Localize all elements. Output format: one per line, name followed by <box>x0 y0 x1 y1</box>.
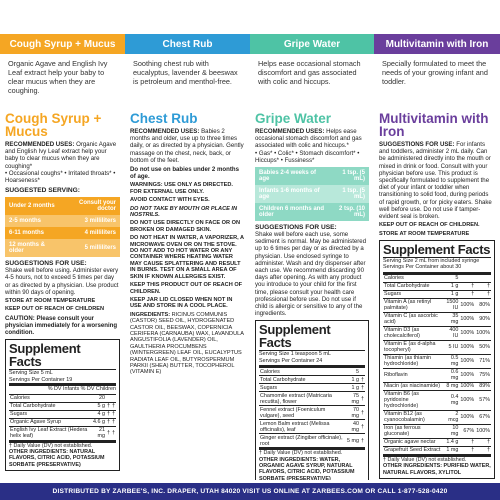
sf-nutrient: Sugars <box>383 290 443 298</box>
table-row <box>383 410 491 424</box>
header-multivitamin: Multivitamin with Iron <box>374 34 500 54</box>
sf-nutrient: Total Carbohydrate <box>259 376 346 384</box>
table-row <box>259 434 365 448</box>
table-row <box>383 312 491 326</box>
table-row <box>383 368 491 382</box>
cough-keep: KEEP OUT OF REACH OF CHILDREN <box>5 306 105 313</box>
sf-dv: † <box>459 282 475 290</box>
sf-dv: 67% <box>459 424 475 438</box>
gripe-column <box>250 112 374 480</box>
sf-amount: 5 IU <box>443 340 459 354</box>
sf-nutrient: Sugars <box>9 410 91 418</box>
sf-amount: 2 mcg <box>443 410 459 424</box>
sf-serving: Serving Size 5 mL <box>9 370 53 377</box>
sf-nutrient: Organic Agave Syrup <box>9 418 91 426</box>
cough-supplement-facts <box>5 339 120 471</box>
table-row <box>259 406 365 420</box>
multi-suggestions <box>379 141 495 220</box>
multi-title: Multivitamin with Iron <box>379 112 489 139</box>
sf-table <box>383 272 491 454</box>
gripe-dose-table <box>255 167 369 221</box>
sf-nutrient: Vitamin B6 (as pyridoxine hydrochloride) <box>383 390 443 410</box>
rub-avoid: AVOID CONTACT WITH EYES. <box>130 197 210 204</box>
cough-rec-head: RECOMMENDED USES: <box>5 141 75 148</box>
cough-use-text: Shake well before using. Administer every 4-5 hours, not to exceed 5 times per day or as directed by a physician. Use product within 90 days of opening. <box>5 267 119 296</box>
table-row <box>383 438 491 446</box>
gripe-title: Gripe Water <box>255 112 332 126</box>
sf-nutrient: Lemon Balm extract (Melissa officinalis), leaf <box>259 420 346 434</box>
rub-keep: KEEP THIS PRODUCT OUT OF REACH OF CHILDREN. <box>130 282 243 295</box>
sf-amount: 0.5 mg <box>443 354 459 368</box>
multi-sug-head: SUGGESTIONS FOR USE: <box>379 141 455 148</box>
rub-no-heat: DO NOT HEAT IN WATER, A VAPORIZER, A MICROWAVE OVEN OR ON THE STOVE. DO NOT ADD TO HOT WATER OR ANY CONTAINER WHERE HEATING WATER MAY CAUSE SPLATTERING AND RESULT IN BURNS. TEST ON A SMALL AREA OF SKIN IF KNOWN ALLERGIES EXIST. <box>130 235 244 280</box>
sf-amount: 21 mg <box>91 426 106 440</box>
sf-dv: † <box>459 446 475 454</box>
dose-amount: Consult your doctor <box>60 197 120 215</box>
dose-age: Infants 1-6 months of age <box>255 185 330 203</box>
sf-other: OTHER INGREDIENTS: WATER, ORGANIC AGAVE SYRUP, NATURAL FLAVORS, CITRIC ACID, POTASSIUM SORBATE (PRESERVATIVE) <box>259 456 355 480</box>
sf-serving: Serving Size 2 mL from included syringe <box>383 258 480 265</box>
sf-dv <box>360 367 365 376</box>
sf-amount: 1 mg <box>443 446 459 454</box>
sf-dv2: † <box>475 290 491 298</box>
sf-serving: Serving Size 1 teaspoon 5 mL <box>259 351 331 358</box>
sf-amount: 1500 IU <box>443 298 459 312</box>
intro-rub: Soothing chest rub with eucalyptus, lavender & beeswax is petroleum and menthol-free. <box>133 59 238 86</box>
dose-age: 2-5 months <box>5 215 60 227</box>
sf-dv2: 100% <box>475 326 491 340</box>
cough-recommended <box>5 141 120 170</box>
cough-column <box>0 112 125 480</box>
table-row <box>383 282 491 290</box>
rub-rec-text: Babies 2 months and older, use up to three times daily, or as directed by a physician. Gently massage on the chest, neck, back, or bottom of the feet. <box>130 128 244 164</box>
cough-dose-table <box>5 197 120 257</box>
sf-dv: 100% <box>460 383 475 390</box>
sf-nutrient: Ginger extract (Zingiber officinale), root <box>259 434 346 448</box>
table-row <box>9 402 116 410</box>
cough-use-head: SUGGESTIONS FOR USE: <box>5 260 87 268</box>
sf-dv2: 57% <box>475 390 491 410</box>
table-row <box>383 424 491 438</box>
sf-nutrient: Riboflavin <box>383 368 443 382</box>
sf-dv: † <box>459 438 475 446</box>
sf-footnote: † Daily Value (DV) not established. <box>9 440 116 449</box>
rub-no-mouth: DO NOT TAKE BY MOUTH OR PLACE IN NOSTRILS. <box>130 205 238 219</box>
sf-dv: † <box>106 411 110 418</box>
table-row <box>383 382 491 390</box>
sf-dv2 <box>111 394 116 402</box>
table-row <box>255 203 369 221</box>
sf-nutrient: Grapefruit Seed Extract <box>383 446 443 454</box>
table-row <box>255 185 369 203</box>
sf-table <box>259 365 365 447</box>
dose-amount: 1 tsp. (5 mL) <box>330 167 370 185</box>
sf-dv2: † <box>112 419 115 426</box>
cough-serving-head: SUGGESTED SERVING: <box>5 187 80 195</box>
sf-nutrient: Calories <box>9 394 91 402</box>
dose-age: 6-11 months <box>5 227 60 239</box>
sf-other: OTHER INGREDIENTS: NATURAL FLAVORS, CITRIC ACID, POTASSIUM SORBATE (PRESERVATIVE) <box>9 449 105 468</box>
table-row <box>259 367 365 376</box>
table-row <box>259 384 365 392</box>
table-row <box>259 420 365 434</box>
cough-caution: CAUTION: Please consult your physician immediately for a worsening condition. <box>5 314 118 337</box>
sf-nutrient: Vitamin A (as retinyl palmitate) <box>383 298 443 312</box>
sf-dv2: 67% <box>475 410 491 424</box>
sf-nutrient: Calories <box>383 273 443 282</box>
header-gripe-water: Gripe Water <box>250 34 374 54</box>
rub-ing-head: INGREDIENTS: <box>130 311 171 318</box>
sf-dv2: † <box>475 446 491 454</box>
table-row <box>9 410 116 418</box>
table-row <box>383 446 491 454</box>
sf-dv2: 80% <box>475 298 491 312</box>
sf-nutrient: Organic agave nectar <box>383 438 443 446</box>
multi-supplement-facts <box>379 240 495 479</box>
sf-amount: 0.6 mg <box>443 368 459 382</box>
dose-amount: 4 milliliters <box>60 227 120 239</box>
sf-amount: 400 IU <box>443 326 459 340</box>
sf-dv2 <box>475 273 491 282</box>
gripe-rec-text: Helps ease occasional stomach discomfort and gas associated with colic and hiccups.* <box>255 128 362 150</box>
sf-dv2: 89% <box>475 382 491 390</box>
sf-footnote: † Daily Value (DV) not established. <box>259 447 365 456</box>
cough-bullets: • Occasional coughs* • Irritated throats* • Hoarseness* <box>5 169 116 185</box>
table-row <box>255 167 369 185</box>
cough-store: STORE AT ROOM TEMPERATURE <box>5 298 96 305</box>
rub-no-skin: DO NOT USE DIRECTLY ON FACE OR ON BROKEN OR DAMAGED SKIN. <box>130 220 241 233</box>
sf-dv: † <box>360 434 365 448</box>
sf-nutrient: Vitamin C (as ascorbic acid) <box>383 312 443 326</box>
sf-amount: 5 g <box>91 402 106 410</box>
table-row <box>383 390 491 410</box>
sf-dv: † <box>361 376 364 383</box>
sf-dv: † <box>459 290 475 298</box>
sf-amount: 0.4 mg <box>443 390 459 410</box>
sf-amount: 1 g <box>346 384 360 392</box>
sf-amount: 1 g <box>443 282 459 290</box>
sf-dv: † <box>361 384 364 391</box>
rub-ingredients <box>130 312 245 376</box>
sf-dv-head: % DV Infants % DV Children <box>9 383 116 392</box>
sf-dv2: † <box>112 411 115 418</box>
sf-dv2: 75% <box>475 368 491 382</box>
sf-nutrient: Fennel extract (Foeniculum vulgare), seed <box>259 406 346 420</box>
multi-store: STORE AT ROOM TEMPERATURE <box>379 230 470 237</box>
rub-no-use: Do not use on babies under 2 months of age. <box>130 166 240 181</box>
table-row <box>383 326 491 340</box>
sf-nutrient: English Ivy Leaf Extract (Hedera helix leaf) <box>9 426 91 440</box>
sf-dv: † <box>360 406 365 420</box>
sf-nutrient: Vitamin E (as d-alpha tocopheryl) <box>383 340 443 354</box>
rub-column <box>125 112 250 480</box>
sf-dv: 100% <box>459 354 475 368</box>
sf-amount: 35 mg <box>443 312 459 326</box>
sf-amount: 1 g <box>443 290 459 298</box>
sf-title: Supplement Facts <box>9 342 116 370</box>
header-chest-rub: Chest Rub <box>125 34 250 54</box>
intro-multi: Specially formulated to meet the needs of your growing infant and toddler. <box>382 59 488 86</box>
rub-warnings: WARNINGS: USE ONLY AS DIRECTED. FOR EXTERNAL USE ONLY. <box>130 182 233 195</box>
dose-amount: 1 tsp. (5 mL) <box>330 185 370 203</box>
sf-nutrient: Vitamin B12 (as cyanocobalamin) <box>383 410 443 424</box>
sf-dv: † <box>106 419 110 426</box>
sf-amount: 70 mg <box>346 406 360 420</box>
sf-amount: 4.6 g <box>92 419 105 426</box>
intro-cough: Organic Agave and English Ivy Leaf extract help your baby to clear mucus when they are coughing. <box>8 59 108 95</box>
sf-nutrient: Total Carbohydrate <box>9 402 91 410</box>
sf-nutrient: Chamomile extract (Matricaria recutita), flower <box>259 392 346 406</box>
sf-nutrient: Iron (as ferrous gluconate) <box>383 424 443 438</box>
dose-amount: 3 milliliters <box>60 215 120 227</box>
sf-amount: 1 g <box>346 376 360 384</box>
sf-nutrient: Sugars <box>259 384 346 392</box>
dose-amount: 2 tsp. (10 mL) <box>330 203 370 221</box>
dose-age: 12 months & older <box>5 239 60 257</box>
sf-dv2: 50% <box>475 340 491 354</box>
rub-lid: KEEP JAR LID CLOSED WHEN NOT IN USE AND STORE IN A COOL PLACE. <box>130 296 233 310</box>
table-row <box>5 215 120 227</box>
table-row <box>5 239 120 257</box>
table-row <box>383 273 491 282</box>
intro-row <box>0 56 500 111</box>
sf-servings: Servings Per Container 24 <box>259 357 323 364</box>
table-row <box>5 197 120 215</box>
sf-nutrient: Niacin (as niacinamide) <box>383 382 443 390</box>
intro-gripe: Helps ease occasional stomach discomfort and gas associated with colic and hiccups. <box>258 59 361 86</box>
table-row <box>9 394 116 402</box>
table-row <box>383 290 491 298</box>
table-row <box>259 392 365 406</box>
multi-column <box>374 112 500 480</box>
table-row <box>9 426 116 440</box>
sf-footnote: † Daily Value (DV) not established. <box>383 454 491 463</box>
sf-servings: Servings Per Container about 30 <box>383 264 462 271</box>
sf-amount: 8 mg <box>443 382 459 390</box>
dose-age: Under 2 months <box>5 197 60 215</box>
sf-dv2: 100% <box>475 424 491 438</box>
dose-age: Children 6 months and older <box>255 203 330 221</box>
sf-amount: 10 mg <box>443 424 459 438</box>
cough-rec-text: Organic Agave and English Ivy Leaf extract help your baby to clear mucus when they are coughing* <box>5 141 117 170</box>
gripe-supplement-facts <box>255 320 369 480</box>
table-row <box>383 298 491 312</box>
sf-dv: † <box>106 426 111 440</box>
footer-distributor: DISTRIBUTED BY ZARBEE'S, INC. DRAPER, UTAH 84020 VISIT US ONLINE AT ZARBEES.COM OR CALL 1-877-528-0420 <box>0 483 500 500</box>
table-row <box>383 340 491 354</box>
sf-dv: † <box>360 392 365 406</box>
sf-dv: 100% <box>459 368 475 382</box>
sf-dv: 100% <box>459 312 475 326</box>
gripe-use-text: Shake well before each use, some sediment is normal. May be administered up to 6 times per day or as directed by a physician. Use enclosed syringe to administer. Wash and dry dispenser after each use. We recommend discarding 90 days after opening. As with any product you introduce to your child for the first time, please consult your health care professional before use. Do not use if child is allergic or sensitive to any of the ingredients. <box>255 231 367 318</box>
multi-sug-text: For infants and toddlers, administer 2 mL daily. Can be administered directly into the mouth or mixed in drink or food. Consult with your physician before use. This product is specifically formulated to supplement the diet of your infant or toddler when transitioning to solid food, during periods of rapid growth, or for picky eaters. Shake well before use. Do not use if tamper-evident seal is broken. <box>379 141 492 221</box>
gripe-recommended <box>255 128 369 150</box>
sf-amount: 4 g <box>91 410 106 418</box>
rub-rec-head: RECOMMENDED USES: <box>130 128 200 135</box>
sf-amount: 5 mg <box>346 434 360 448</box>
sf-amount: 20 <box>91 394 106 402</box>
sf-nutrient: Total Carbohydrate <box>383 282 443 290</box>
sf-nutrient: Vitamin D3 (as cholecalciferol) <box>383 326 443 340</box>
dose-age: Babies 2-4 weeks of age <box>255 167 330 185</box>
sf-dv: † <box>360 420 365 434</box>
table-row <box>383 354 491 368</box>
sf-dv2: † <box>111 426 116 440</box>
sf-other: OTHER INGREDIENTS: PURIFIED WATER, NATURAL FLAVORS, XYLITOL <box>383 463 491 476</box>
gripe-rec-head: RECOMMENDED USES: <box>255 128 325 135</box>
sf-dv: 100% <box>459 410 475 424</box>
sf-dv2: † <box>475 282 491 290</box>
sf-dv: 100% <box>459 340 475 354</box>
sf-amount: 40 mg <box>346 420 360 434</box>
rub-ing-text: RICINUS COMMUNIS (CASTOR) SEED OIL, HYDROGENATED CASTOR OIL, BEESWAX, COPERNICIA CERIFERA (CARNAUBA) WAX, LAVANDULA ANGUSTIFOLIA (LAVENDER) OIL, GAULTHERIA PROCUMBENS (WINTERGREEN) LEAF OIL, EUCALYPTUS RADIATA LEAF OIL, BUTYROSPERMUM PARKII (SHEA) BUTTER, TOCOPHEROL (VITAMIN E) <box>130 311 244 376</box>
table-row <box>9 418 116 426</box>
sf-dv: † <box>106 403 110 410</box>
sf-dv: 100% <box>459 326 475 340</box>
table-row <box>5 227 120 239</box>
sf-nutrient: Calories <box>259 367 346 376</box>
sf-dv: 100% <box>459 390 475 410</box>
header-cough-syrup: Cough Syrup + Mucus <box>0 34 125 54</box>
gripe-bullets: • Gas* • Colic* • Stomach discomfort* • Hiccups* • Fussiness* <box>255 149 360 164</box>
sf-dv <box>459 273 475 282</box>
sf-servings: Servings Per Container 19 <box>9 376 73 383</box>
rub-title: Chest Rub <box>130 112 198 126</box>
sf-dv2: 71% <box>475 354 491 368</box>
sf-title: Supplement Facts <box>259 323 365 351</box>
sf-nutrient: Thiamin (as thiamin hydrochloride) <box>383 354 443 368</box>
sf-dv2: † <box>475 438 491 446</box>
sf-amount: 5 <box>443 273 459 282</box>
gripe-use-head: SUGGESTIONS FOR USE: <box>255 224 337 232</box>
sf-amount: 5 <box>346 367 360 376</box>
sf-dv2: † <box>112 403 115 410</box>
rub-recommended <box>130 128 245 164</box>
sf-title: Supplement Facts <box>383 242 491 258</box>
header-row <box>0 34 500 54</box>
sf-amount: 1.4 g <box>443 438 459 446</box>
multi-keep: KEEP OUT OF REACH OF CHILDREN. <box>379 222 480 229</box>
dose-amount: 5 milliliters <box>60 239 120 257</box>
cough-title: Cough Syrup + Mucus <box>5 112 102 139</box>
table-row <box>259 376 365 384</box>
sf-dv: 100% <box>459 298 475 312</box>
sf-dv2: 90% <box>475 312 491 326</box>
sf-table <box>9 394 116 440</box>
sf-amount: 75 mg <box>346 392 360 406</box>
